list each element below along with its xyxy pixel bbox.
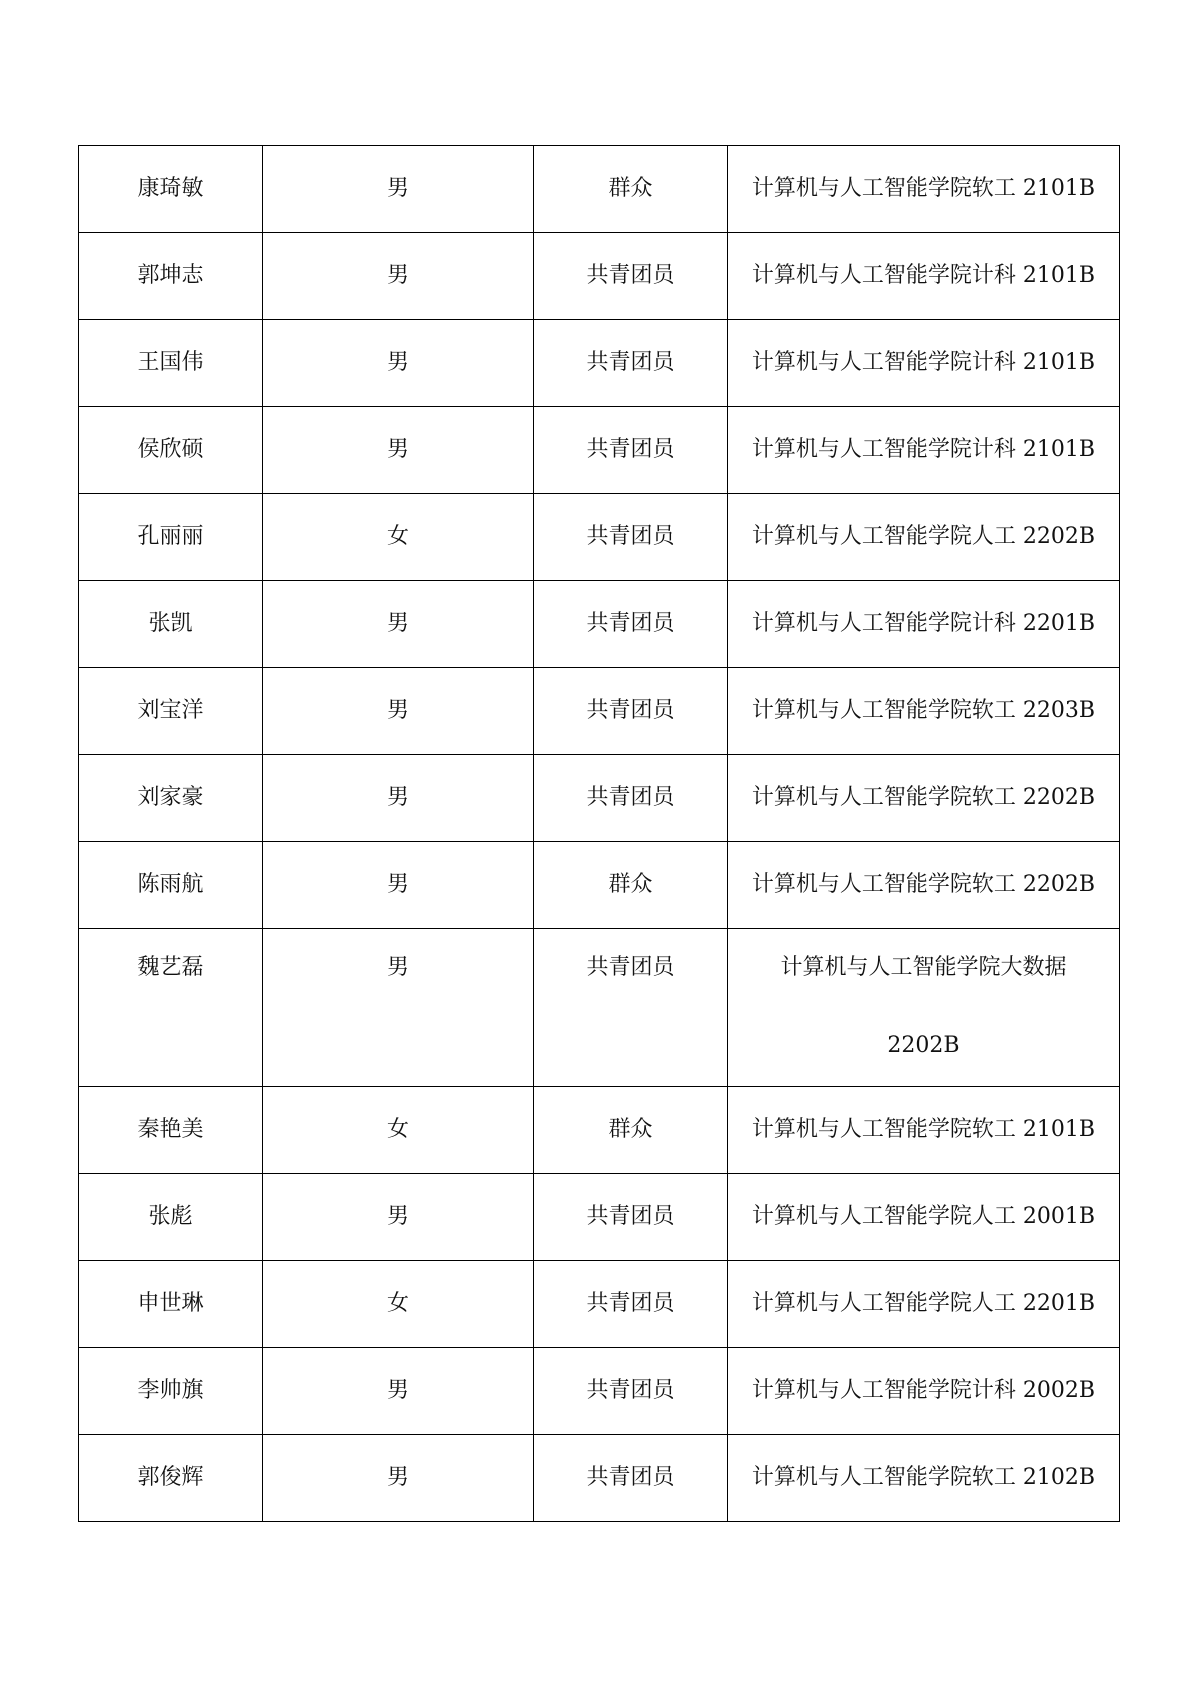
table-row — [79, 581, 1120, 668]
name-cell: 魏艺磊 — [79, 929, 263, 1087]
gender-cell: 男 — [263, 842, 534, 929]
department-cell: 计算机与人工智能学院软工 2203B — [728, 668, 1120, 755]
department-cell: 计算机与人工智能学院软工 2101B — [728, 1087, 1120, 1174]
department-cell: 计算机与人工智能学院计科 2002B — [728, 1348, 1120, 1435]
table-row — [79, 146, 1120, 233]
table-row — [79, 320, 1120, 407]
gender-cell: 女 — [263, 1261, 534, 1348]
political-status-cell: 共青团员 — [534, 1348, 728, 1435]
political-status-cell: 共青团员 — [534, 320, 728, 407]
name-cell: 孔丽丽 — [79, 494, 263, 581]
department-cell: 计算机与人工智能学院计科 2101B — [728, 233, 1120, 320]
table-row — [79, 1087, 1120, 1174]
political-status-cell: 共青团员 — [534, 233, 728, 320]
member-table-body — [79, 146, 1120, 1522]
political-status-cell: 群众 — [534, 146, 728, 233]
table-row — [79, 842, 1120, 929]
name-cell: 李帅旗 — [79, 1348, 263, 1435]
table-row — [79, 755, 1120, 842]
name-cell: 秦艳美 — [79, 1087, 263, 1174]
gender-cell: 男 — [263, 668, 534, 755]
political-status-cell: 共青团员 — [534, 1435, 728, 1522]
gender-cell: 男 — [263, 320, 534, 407]
table-row — [79, 1435, 1120, 1522]
gender-cell: 男 — [263, 1174, 534, 1261]
name-cell: 张彪 — [79, 1174, 263, 1261]
table-row — [79, 1348, 1120, 1435]
political-status-cell: 共青团员 — [534, 1261, 728, 1348]
political-status-cell: 共青团员 — [534, 668, 728, 755]
name-cell: 陈雨航 — [79, 842, 263, 929]
name-cell: 康琦敏 — [79, 146, 263, 233]
gender-cell: 男 — [263, 233, 534, 320]
name-cell: 申世琳 — [79, 1261, 263, 1348]
political-status-cell: 共青团员 — [534, 929, 728, 1087]
gender-cell: 女 — [263, 1087, 534, 1174]
political-status-cell: 群众 — [534, 842, 728, 929]
gender-cell: 男 — [263, 146, 534, 233]
table-row — [79, 494, 1120, 581]
political-status-cell: 共青团员 — [534, 581, 728, 668]
table-row — [79, 668, 1120, 755]
name-cell: 刘宝洋 — [79, 668, 263, 755]
name-cell: 刘家豪 — [79, 755, 263, 842]
department-cell: 计算机与人工智能学院人工 2202B — [728, 494, 1120, 581]
political-status-cell: 共青团员 — [534, 755, 728, 842]
political-status-cell: 共青团员 — [534, 494, 728, 581]
table-row — [79, 929, 1120, 1087]
gender-cell: 男 — [263, 755, 534, 842]
department-cell: 计算机与人工智能学院计科 2101B — [728, 407, 1120, 494]
gender-cell: 男 — [263, 1348, 534, 1435]
department-cell: 计算机与人工智能学院软工 2202B — [728, 842, 1120, 929]
name-cell: 王国伟 — [79, 320, 263, 407]
gender-cell: 男 — [263, 407, 534, 494]
gender-cell: 女 — [263, 494, 534, 581]
department-cell: 计算机与人工智能学院大数据 2202B — [728, 929, 1120, 1087]
table-row — [79, 1174, 1120, 1261]
name-cell: 侯欣硕 — [79, 407, 263, 494]
department-cell: 计算机与人工智能学院人工 2201B — [728, 1261, 1120, 1348]
name-cell: 张凯 — [79, 581, 263, 668]
political-status-cell: 群众 — [534, 1087, 728, 1174]
political-status-cell: 共青团员 — [534, 1174, 728, 1261]
name-cell: 郭坤志 — [79, 233, 263, 320]
table-row — [79, 233, 1120, 320]
gender-cell: 男 — [263, 1435, 534, 1522]
member-table — [78, 145, 1120, 1522]
table-row — [79, 1261, 1120, 1348]
department-cell: 计算机与人工智能学院软工 2202B — [728, 755, 1120, 842]
department-cell: 计算机与人工智能学院软工 2102B — [728, 1435, 1120, 1522]
name-cell: 郭俊辉 — [79, 1435, 263, 1522]
gender-cell: 男 — [263, 929, 534, 1087]
political-status-cell: 共青团员 — [534, 407, 728, 494]
department-cell: 计算机与人工智能学院计科 2201B — [728, 581, 1120, 668]
department-cell: 计算机与人工智能学院计科 2101B — [728, 320, 1120, 407]
department-cell: 计算机与人工智能学院人工 2001B — [728, 1174, 1120, 1261]
department-cell: 计算机与人工智能学院软工 2101B — [728, 146, 1120, 233]
table-row — [79, 407, 1120, 494]
gender-cell: 男 — [263, 581, 534, 668]
